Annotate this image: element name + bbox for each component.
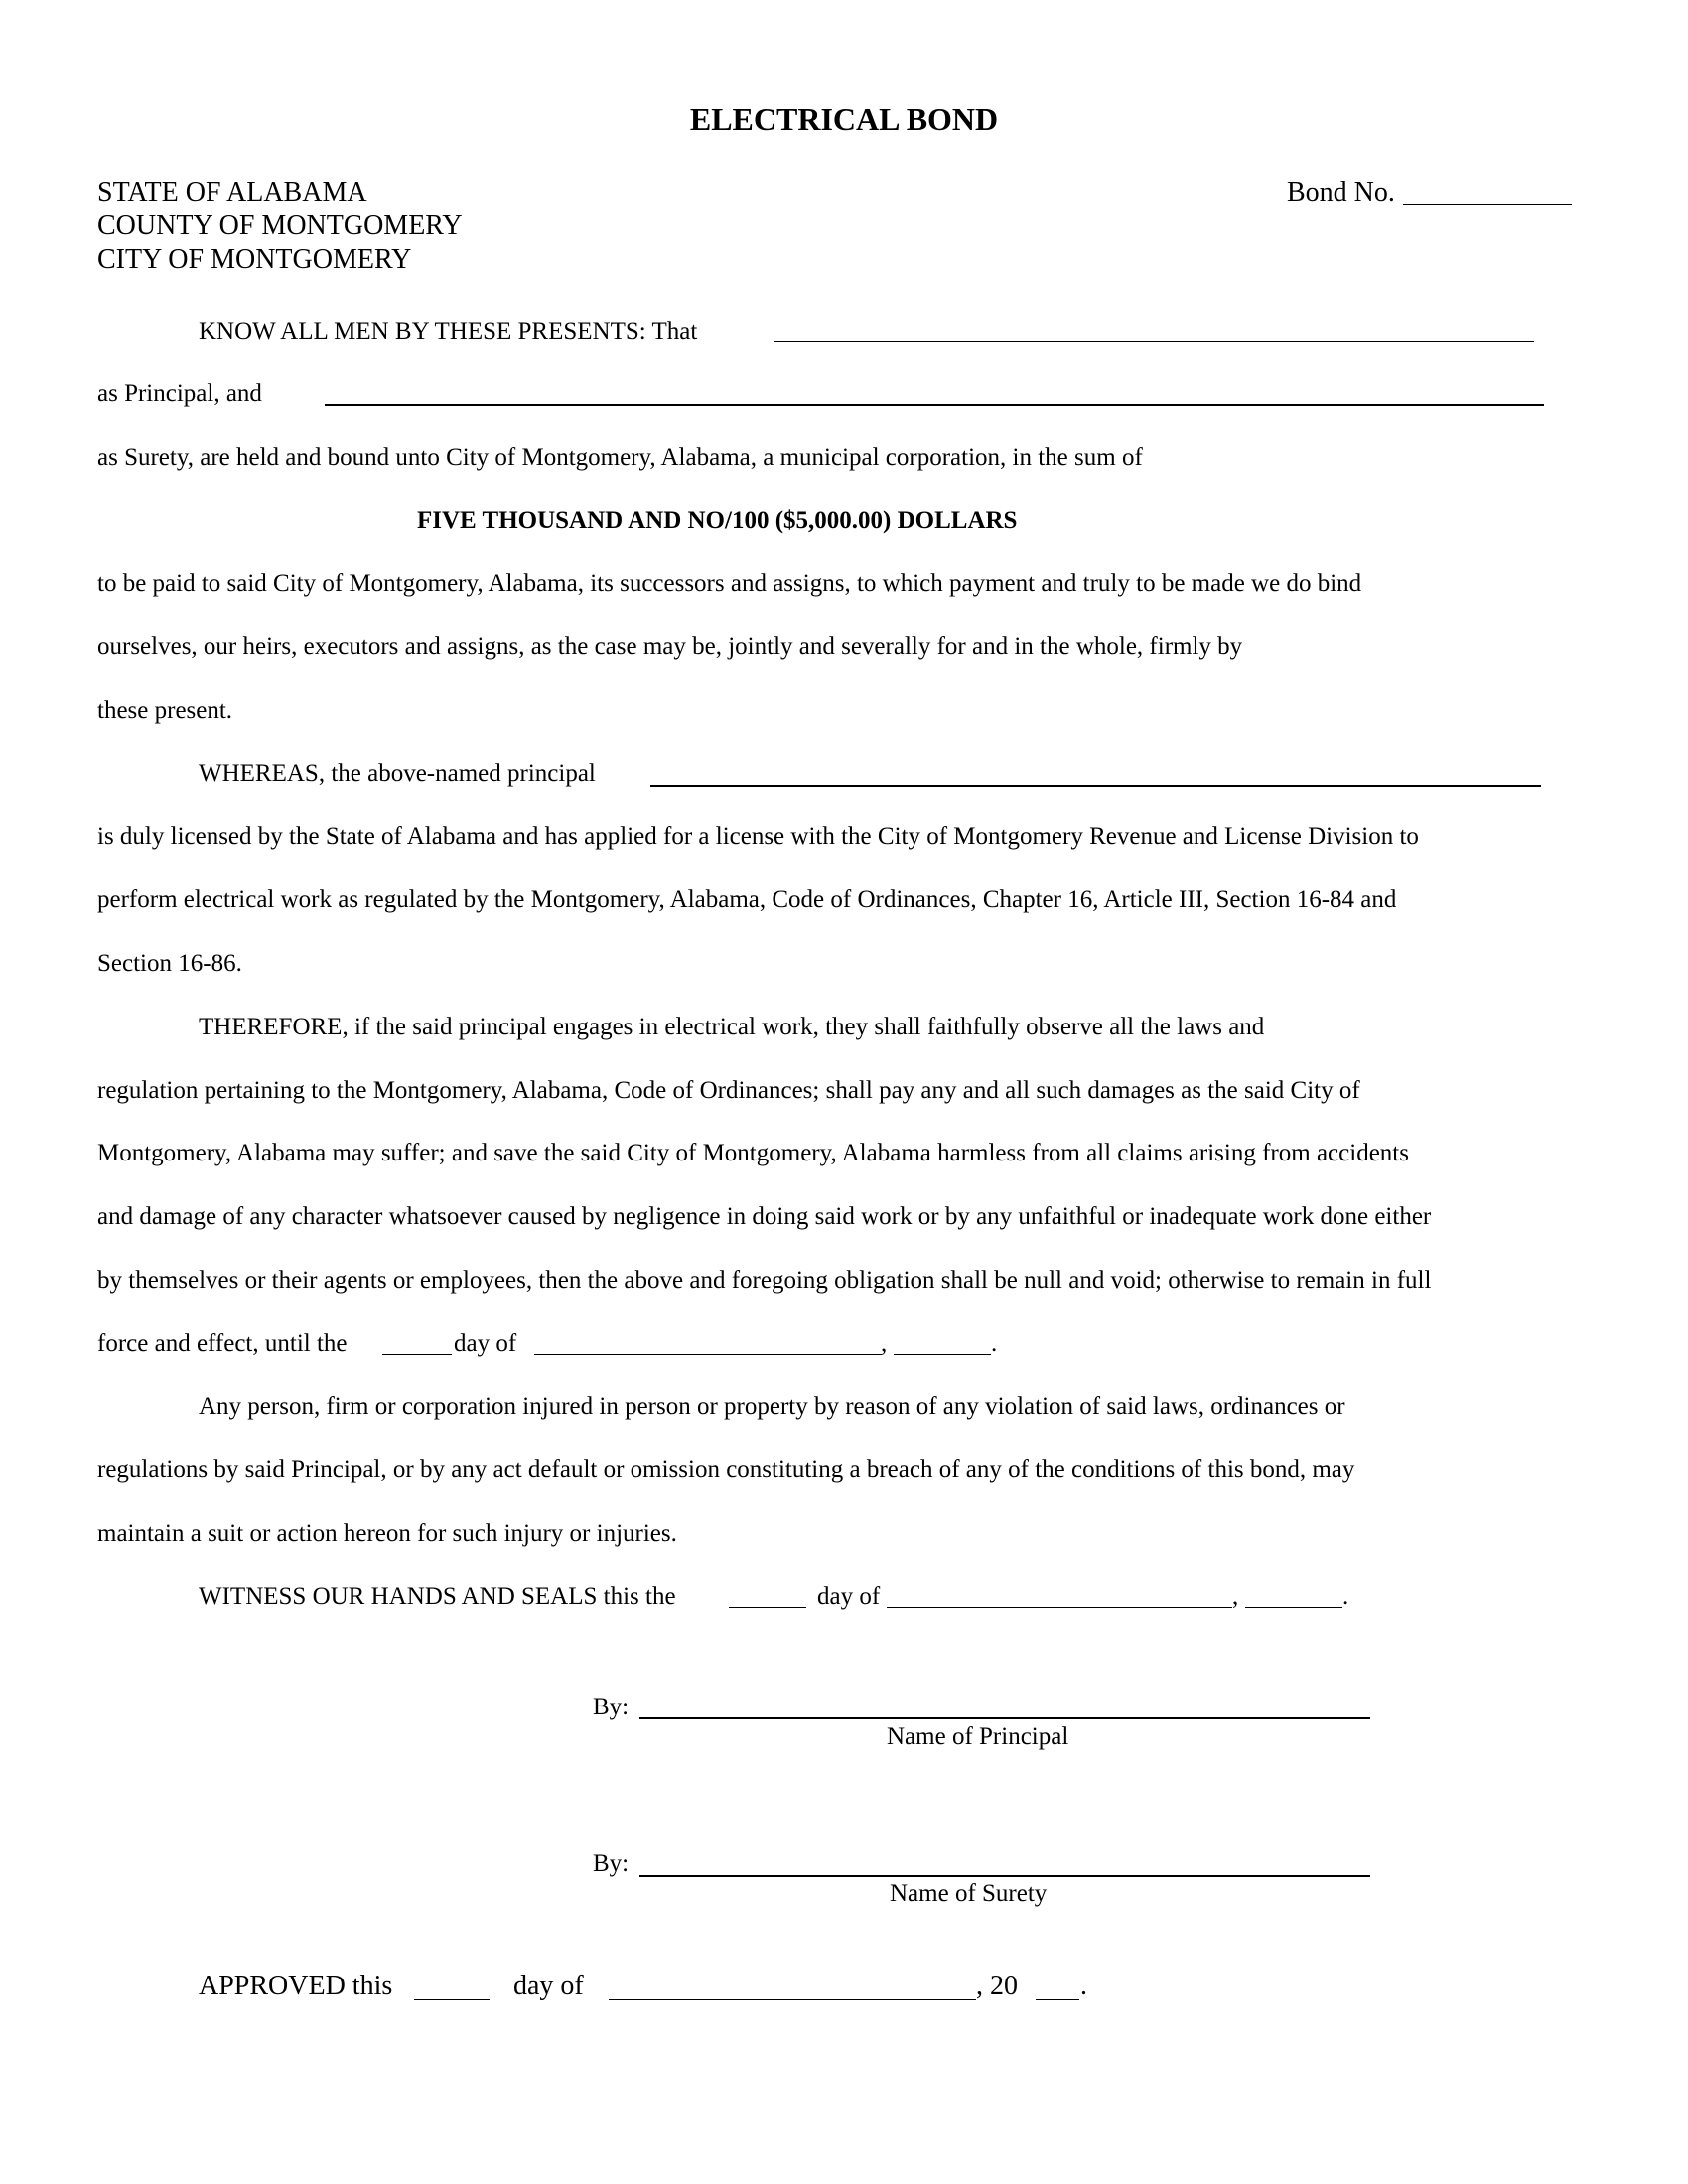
surety-name-field[interactable] xyxy=(325,404,1544,406)
witness-comma: , xyxy=(1232,1583,1239,1610)
therefore-line2: regulation pertaining to the Montgomery, Alabama, Code of Ordinances; shall pay any and all such damages as the said City of xyxy=(97,1077,1360,1104)
para1-line2: ourselves, our heirs, executors and assigns, as the case may be, jointly and severally for and in the whole, firmly by xyxy=(97,633,1243,660)
approved-year-prefix: , 20 xyxy=(976,1971,1018,2001)
surety-by-label: By: xyxy=(593,1850,630,1877)
bond-no-field[interactable] xyxy=(1403,204,1572,205)
force-day-field[interactable] xyxy=(382,1354,452,1355)
force-month-field[interactable] xyxy=(534,1354,882,1355)
county-label: COUNTY OF MONTGOMERY xyxy=(97,210,463,241)
bond-sum: FIVE THOUSAND AND NO/100 ($5,000.00) DOLLARS xyxy=(417,507,1018,534)
approved-year-field[interactable] xyxy=(1036,1999,1079,2000)
any-person-line2: regulations by said Principal, or by any act default or omission constituting a breach of any of the conditions of this bond, may xyxy=(97,1456,1355,1483)
principal-name-field[interactable] xyxy=(774,341,1534,342)
therefore-line1: THEREFORE, if the said principal engages in electrical work, they shall faithfully observe all the laws and xyxy=(199,1014,1265,1040)
therefore-line5: by themselves or their agents or employees, then the above and foregoing obligation shall be null and void; otherwise to remain in full xyxy=(97,1267,1432,1294)
name-of-principal-label: Name of Principal xyxy=(887,1723,1069,1750)
whereas-principal-field[interactable] xyxy=(650,785,1541,787)
therefore-line3: Montgomery, Alabama may suffer; and save the said City of Montgomery, Alabama harmless from all claims arising from accidents xyxy=(97,1140,1409,1166)
approved-day-label: day of xyxy=(513,1971,584,2001)
whereas-line2: is duly licensed by the State of Alabama and has applied for a license with the City of Montgomery Revenue and License Division to xyxy=(97,823,1419,850)
principal-by-label: By: xyxy=(593,1694,630,1720)
whereas-line3: perform electrical work as regulated by the Montgomery, Alabama, Code of Ordinances, Chapter 16, Article III, Section 16-84 and xyxy=(97,887,1397,913)
approved-day-field[interactable] xyxy=(414,1999,490,2000)
bond-no-label: Bond No. xyxy=(1287,177,1395,207)
whereas-text: WHEREAS, the above-named principal xyxy=(199,760,596,787)
any-person-line1: Any person, firm or corporation injured in person or property by reason of any violation of said laws, ordinances or xyxy=(199,1393,1345,1420)
para1-line3: these present. xyxy=(97,697,233,724)
city-label: CITY OF MONTGOMERY xyxy=(97,244,412,275)
whereas-line4: Section 16-86. xyxy=(97,950,242,977)
force-period: . xyxy=(991,1330,998,1357)
name-of-surety-label: Name of Surety xyxy=(890,1880,1048,1907)
state-label: STATE OF ALABAMA xyxy=(97,177,367,207)
surety-signature-field[interactable] xyxy=(639,1875,1370,1877)
witness-month-field[interactable] xyxy=(887,1607,1232,1608)
witness-period: . xyxy=(1342,1583,1349,1610)
force-prefix: force and effect, until the xyxy=(97,1330,348,1357)
approved-period: . xyxy=(1080,1971,1087,2001)
force-comma: , xyxy=(881,1330,888,1357)
force-day-label: day of xyxy=(454,1330,517,1357)
witness-day-label: day of xyxy=(817,1583,881,1610)
witness-day-field[interactable] xyxy=(729,1607,806,1608)
document-title: ELECTRICAL BOND xyxy=(689,101,999,137)
para1-line1: to be paid to said City of Montgomery, Alabama, its successors and assigns, to which payment and truly to be made we do bind xyxy=(97,570,1362,597)
force-year-field[interactable] xyxy=(894,1354,991,1355)
know-all-men-text: KNOW ALL MEN BY THESE PRESENTS: That xyxy=(199,318,698,344)
approved-prefix: APPROVED this xyxy=(199,1971,393,2001)
as-surety-text: as Surety, are held and bound unto City of Montgomery, Alabama, a municipal corporation, in the sum of xyxy=(97,444,1143,471)
witness-prefix: WITNESS OUR HANDS AND SEALS this the xyxy=(199,1583,676,1610)
principal-signature-field[interactable] xyxy=(639,1717,1370,1719)
as-principal-text: as Principal, and xyxy=(97,380,262,407)
any-person-line3: maintain a suit or action hereon for such injury or injuries. xyxy=(97,1520,677,1547)
approved-month-field[interactable] xyxy=(609,1999,976,2000)
witness-year-field[interactable] xyxy=(1245,1607,1342,1608)
therefore-line4: and damage of any character whatsoever caused by negligence in doing said work or by any unfaithful or inadequate work done either xyxy=(97,1203,1432,1230)
